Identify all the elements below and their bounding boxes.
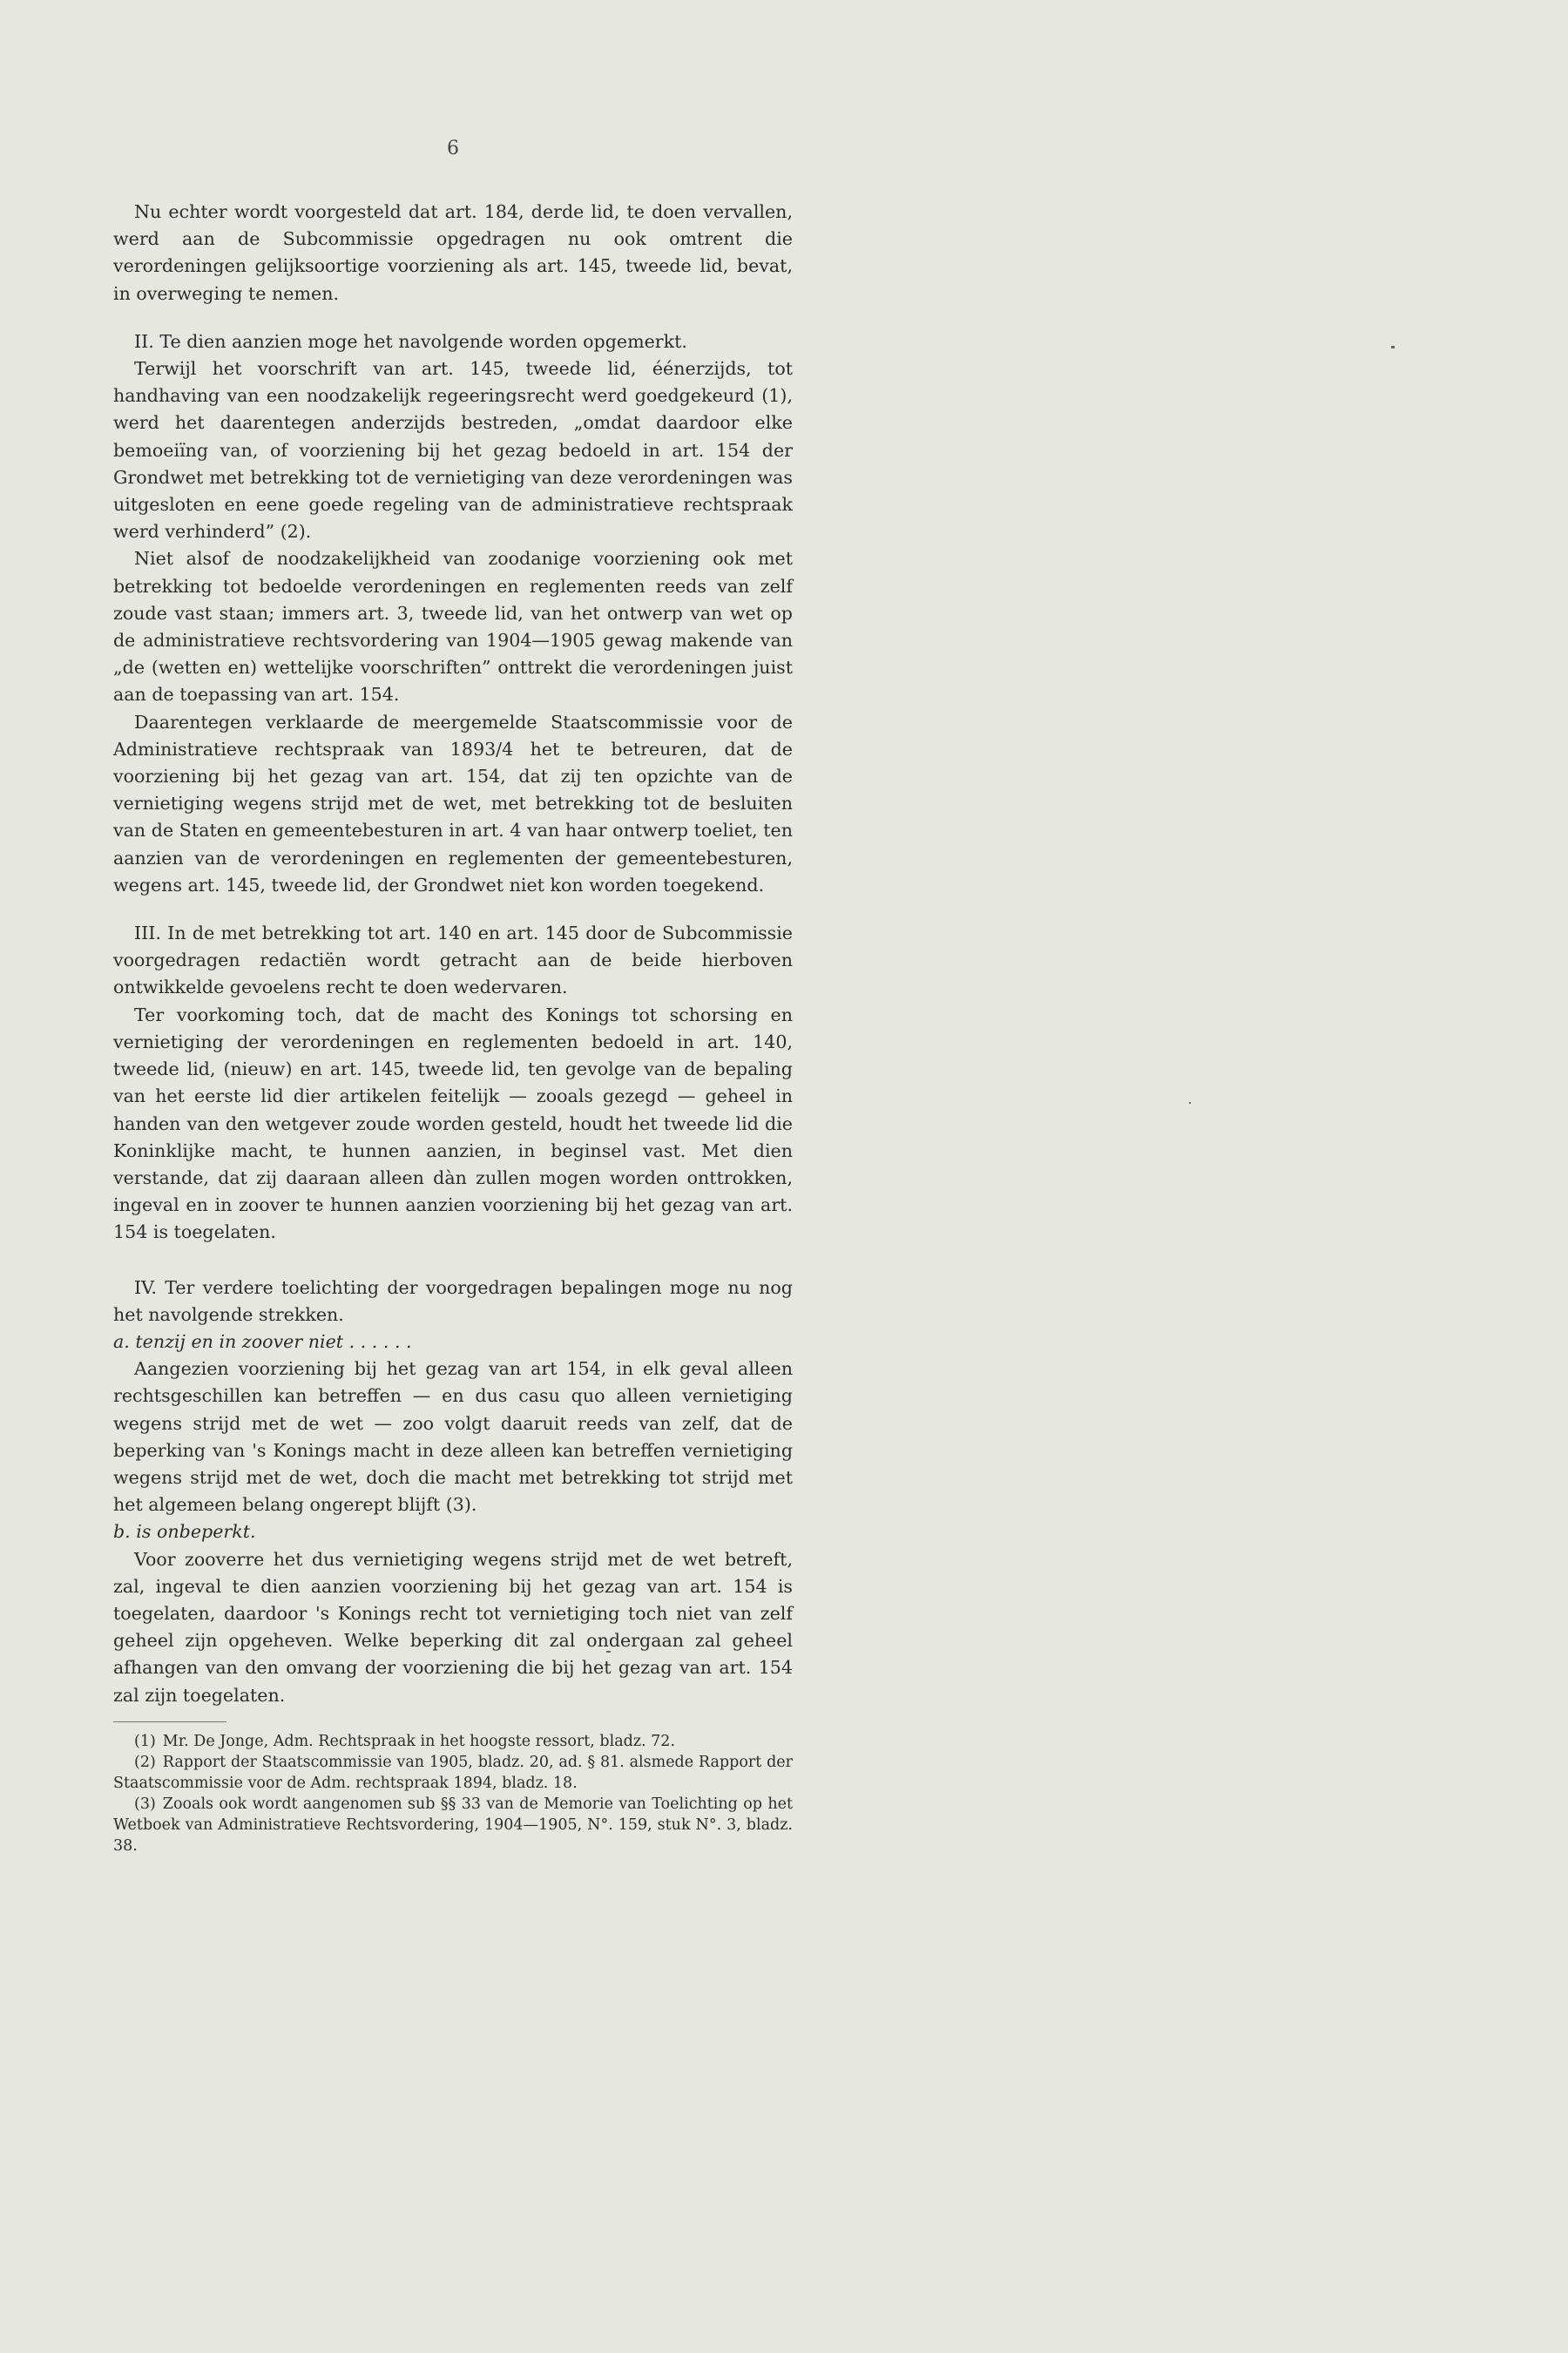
paper-speck	[1189, 1102, 1191, 1104]
paragraph: Nu echter wordt voorgesteld dat art. 184, derde lid, te doen vervallen, werd aan de Subcommissie opgedragen nu ook omtrent die verordeningen gelijksoortige voorziening als art. 145, tweede lid, bevat, in overweging te nemen.	[113, 201, 793, 304]
paper-speck	[1391, 346, 1395, 348]
section-heading-iv: IV. Ter verdere toelichting der voorgedragen bepalingen moge nu nog het navolgende strekken.	[113, 1276, 793, 1325]
paragraph: Daarentegen verklaarde de meergemelde Staatscommissie voor de Administratieve rechtspraak van 1893/4 het te betreuren, dat de voorziening bij het gezag van art. 154, dat zij ten opzichte van de vernietiging wegens strijd met de wet, met betrekking tot de besluiten van de Staten en gemeentebesturen in art. 4 van haar ontwerp toeliet, ten aanzien van de verordeningen en reglementen der gemeentebesturen, wegens art. 145, tweede lid, der Grondwet niet kon worden toegekend.	[113, 711, 793, 896]
footnote: (3) Zooals ook wordt aangenomen sub §§ 33 van de Memorie van Toelichting op het Wetboek van Administratieve Rechtsvordering, 1904—1905, N°. 159, stuk N°. 3, bladz. 38.	[113, 1795, 793, 1855]
subheading-b: b. is onbeperkt.	[113, 1521, 256, 1543]
page-number: 6	[447, 138, 459, 159]
paragraph: Voor zooverre het dus vernietiging wegens strijd met de wet betreft, zal, ingeval te dien aanzien voorziening bij het gezag van art. 154 is toegelaten, daardoor 's Konings recht tot vernietiging toch niet van zelf geheel zijn opgeheven. Welke beperking dit zal ondergaan zal geheel afhangen van den omvang der voorziening die bij het gezag van art. 154 zal zijn toegelaten.	[113, 1548, 793, 1706]
footnote: (2) Rapport der Staatscommissie van 1905, bladz. 20, ad. § 81. alsmede Rapport der Staatscommissie voor de Adm. rechtspraak 1894, bladz. 18.	[113, 1753, 793, 1792]
paragraph: Niet alsof de noodzakelijkheid van zoodanige voorziening ook met betrekking tot bedoelde verordeningen en reglementen reeds van zelf zoude vast staan; immers art. 3, tweede lid, van het ontwerp van wet op de administratieve rechtsvordering van 1904—1905 gewag makende van „de (wetten en) wettelijke voorschriften” onttrekt die verordeningen juist aan de toepassing van art. 154.	[113, 548, 793, 706]
footnote: (1) Mr. De Jonge, Adm. Rechtspraak in het hoogste ressort, bladz. 72.	[134, 1732, 676, 1750]
section-heading-ii: II. Te dien aanzien moge het navolgende worden opgemerkt.	[134, 330, 687, 352]
paper-speck	[606, 1651, 611, 1653]
subheading-a: a. tenzij en in zoover niet . . . . . .	[113, 1330, 412, 1352]
section-heading-iii: III. In de met betrekking tot art. 140 en art. 145 door de Subcommissie voorgedragen redactiën wordt getracht aan de beide hierboven ontwikkelde gevoelens recht te doen wedervaren.	[113, 923, 793, 998]
paragraph: Terwijl het voorschrift van art. 145, tweede lid, éénerzijds, tot handhaving van een noodzakelijk regeeringsrecht werd goedgekeurd (1), werd het daarentegen anderzijds bestreden, „omdat daardoor elke bemoeiïng van, of voorziening bij het gezag bedoeld in art. 154 der Grondwet met betrekking tot de vernietiging van deze verordeningen was uitgesloten en eene goede regeling van de administratieve rechtspraak werd verhinderd” (2).	[113, 358, 793, 543]
paragraph: Aangezien voorziening bij het gezag van art 154, in elk geval alleen rechtsgeschillen kan betreffen — en dus casu quo alleen vernietiging wegens strijd met de wet — zoo volgt daaruit reeds van zelf, dat de beperking van 's Konings macht in deze alleen kan betreffen vernietiging wegens strijd met de wet, doch die macht met betrekking tot strijd met het algemeen belang ongerept blijft (3).	[113, 1358, 793, 1516]
text-column	[113, 199, 793, 1856]
footnote-divider	[113, 1721, 226, 1722]
paragraph: Ter voorkoming toch, dat de macht des Konings tot schorsing en vernietiging der verordeningen en reglementen bedoeld in art. 140, tweede lid, (nieuw) en art. 145, tweede lid, ten gevolge van de bepaling van het eerste lid dier artikelen feitelijk — zooals gezegd — geheel in handen van den wetgever zoude worden gesteld, houdt het tweede lid die Koninklijke macht, te hunnen aanzien, in beginsel vast. Met dien verstande, dat zij daaraan alleen dàn zullen mogen worden onttrokken, ingeval en in zoover te hunnen aanzien voorziening bij het gezag van art. 154 is toegelaten.	[113, 1004, 793, 1243]
